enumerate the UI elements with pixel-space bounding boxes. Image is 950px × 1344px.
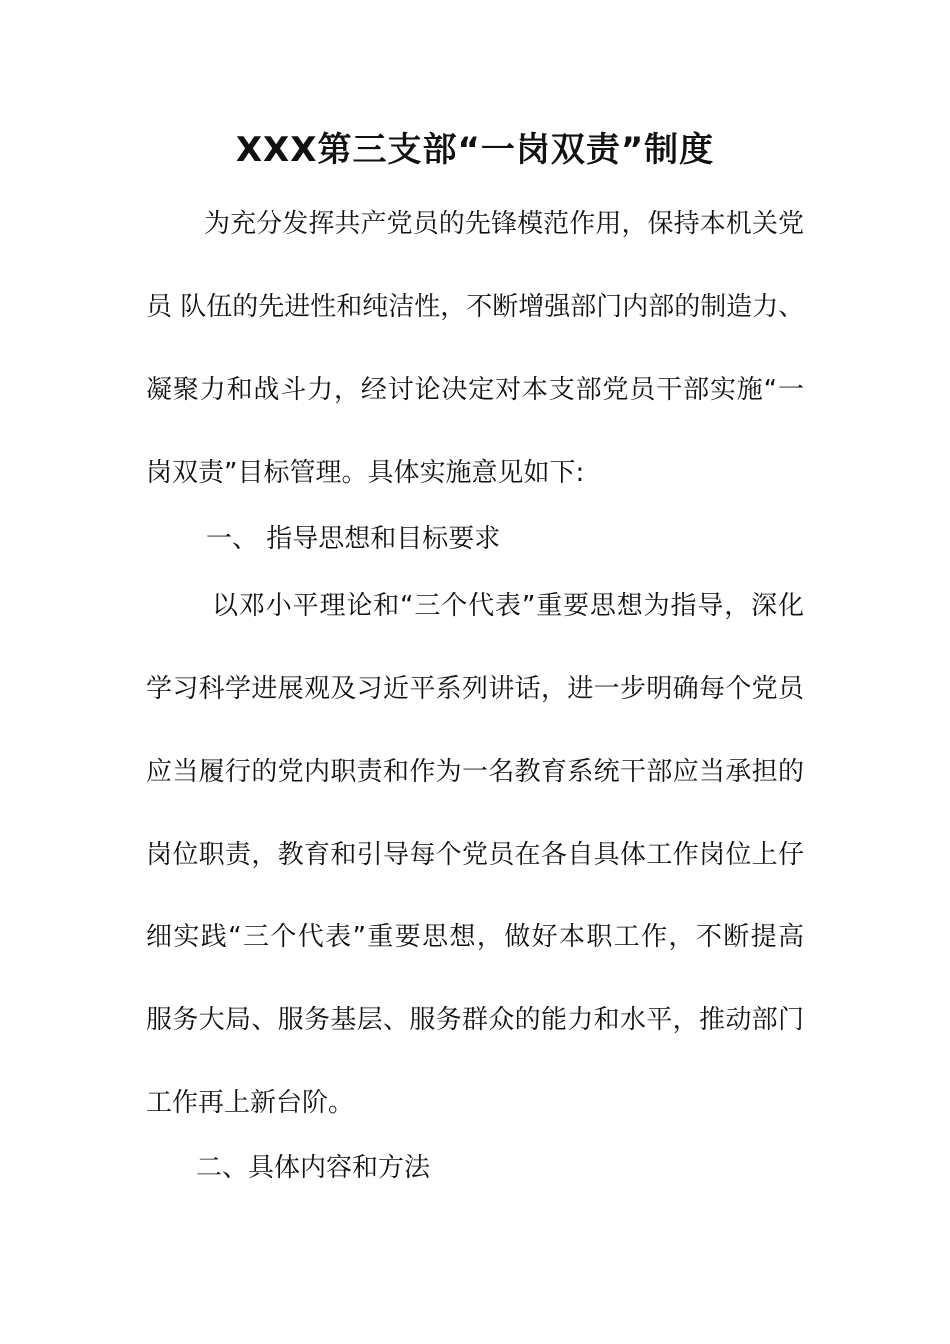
paragraph-line: 工作再上新台阶。: [146, 1088, 355, 1118]
paragraph-line: 为充分发挥共产党员的先锋模范作用，保持本机关党: [204, 209, 804, 239]
paragraph-line: 学习科学进展观及习近平系列讲话，进一步明确每个党员: [146, 674, 804, 704]
paragraph-line: 应当履行的党内职责和作为一名教育系统干部应当承担的: [146, 757, 804, 787]
section-heading: 一、 指导思想和目标要求: [206, 524, 501, 554]
paragraph-line: 岗双责”目标管理。具体实施意见如下:: [146, 458, 585, 488]
section-heading: 二、具体内容和方法: [196, 1153, 431, 1183]
paragraph-line: 服务大局、服务基层、服务群众的能力和水平，推动部门: [146, 1005, 804, 1035]
paragraph-line: 以邓小平理论和“三个代表”重要思想为指导，深化: [212, 591, 804, 621]
paragraph-line: 岗位职责，教育和引导每个党员在各自具体工作岗位上仔: [146, 840, 804, 870]
paragraph-line: 凝聚力和战斗力，经讨论决定对本支部党员干部实施“一: [146, 375, 804, 405]
paragraph-line: 员 队伍的先进性和纯洁性，不断增强部门内部的制造力、: [146, 292, 804, 322]
paragraph-line: 细实践“三个代表”重要思想，做好本职工作，不断提高: [146, 922, 804, 952]
document-title: XXX第三支部“一岗双责”制度: [235, 130, 715, 170]
